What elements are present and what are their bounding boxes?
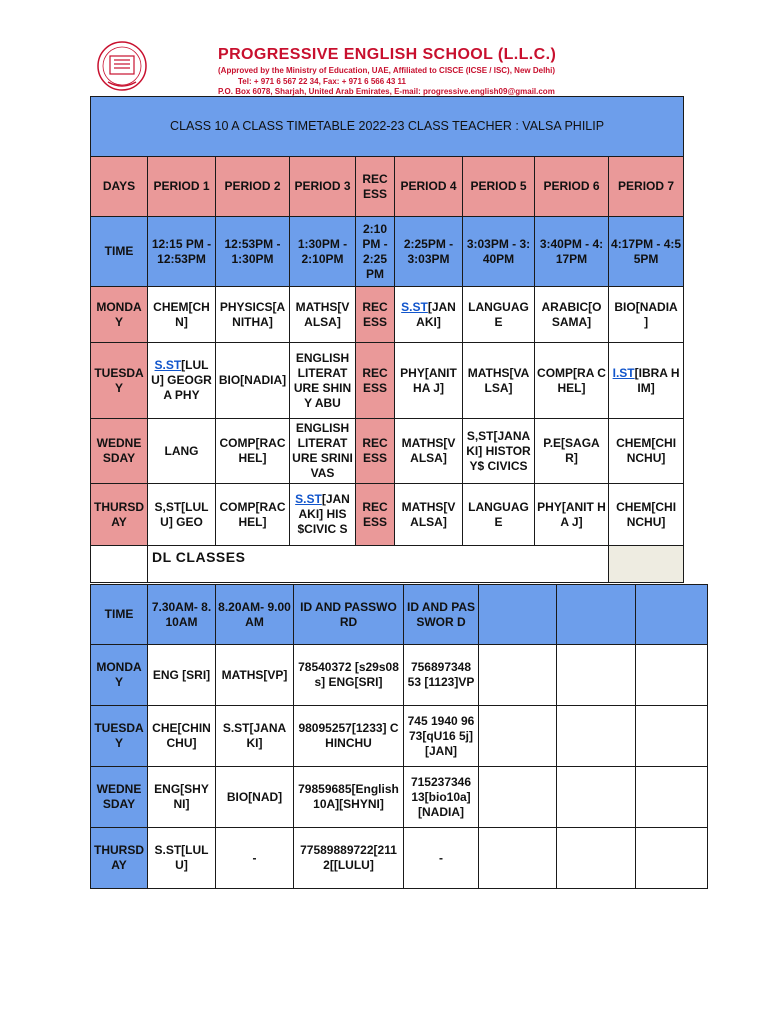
dl-class-cell bbox=[557, 706, 636, 767]
subject-text: BIO[NADIA ] bbox=[614, 299, 678, 329]
dl-time-header: TIME bbox=[91, 585, 148, 645]
subject-cell bbox=[290, 419, 356, 484]
period-time: 4:17PM - 4:55PM bbox=[609, 217, 684, 287]
dl-credentials-cell: 756897348 53 [1123]VP bbox=[404, 645, 479, 706]
period-header: PERIOD 3 bbox=[290, 157, 356, 217]
school-logo bbox=[88, 40, 156, 92]
dl-class-cell: S.ST[LUL U] bbox=[148, 828, 216, 889]
subject-cell[interactable] bbox=[148, 343, 216, 419]
dl-class-cell: - bbox=[216, 828, 294, 889]
dl-corner-cell bbox=[609, 546, 684, 583]
dl-class-cell bbox=[557, 828, 636, 889]
period-header: PERIOD 7 bbox=[609, 157, 684, 217]
recess-cell bbox=[356, 287, 395, 343]
day-label: MONDA Y bbox=[91, 287, 148, 343]
subject-text: CHEM[CHI NCHU] bbox=[616, 499, 677, 529]
dl-column-header: ID AND PASSWOR D bbox=[404, 585, 479, 645]
dl-credentials-cell: 79859685[English 10A][SHYNI] bbox=[294, 767, 404, 828]
period-header: PERIOD 2 bbox=[216, 157, 290, 217]
time-header: TIME bbox=[91, 217, 148, 287]
subject-text: [JANAKI] HIS$CIVIC S bbox=[297, 492, 350, 536]
timetable-row bbox=[91, 287, 684, 343]
recess-cell bbox=[356, 343, 395, 419]
dl-credentials-cell: 77589889722[211 2[[LULU] bbox=[294, 828, 404, 889]
dl-classes-label: DL CLASSES bbox=[148, 546, 609, 583]
subject-link[interactable]: S.ST bbox=[401, 299, 428, 314]
period-time: 12:15 PM - 12:53PM bbox=[148, 217, 216, 287]
dl-class-cell bbox=[479, 767, 557, 828]
subject-cell[interactable] bbox=[290, 484, 356, 546]
subject-text: S,ST[JANA KI] HISTORY$ CIVICS bbox=[466, 428, 531, 473]
subject-cell bbox=[463, 419, 535, 484]
subject-cell bbox=[148, 419, 216, 484]
school-address: P.O. Box 6078, Sharjah, United Arab Emirates, E-mail: progressive.english09@gmail.com bbox=[218, 87, 555, 96]
days-header: DAYS bbox=[91, 157, 148, 217]
dl-class-cell: MATHS[VP] bbox=[216, 645, 294, 706]
dl-class-cell bbox=[636, 706, 708, 767]
dl-class-cell: ENG[SHY NI] bbox=[148, 767, 216, 828]
dl-class-cell bbox=[479, 706, 557, 767]
period-header: PERIOD 6 bbox=[535, 157, 609, 217]
subject-text: CHEM[CH N] bbox=[153, 299, 210, 329]
dl-class-cell bbox=[636, 828, 708, 889]
subject-text: LANGUAG E bbox=[468, 499, 529, 529]
subject-text: COMP[RA CHEL] bbox=[537, 365, 606, 395]
dl-class-cell bbox=[479, 828, 557, 889]
subject-cell bbox=[395, 343, 463, 419]
dl-class-cell bbox=[636, 645, 708, 706]
subject-cell bbox=[463, 287, 535, 343]
dl-row bbox=[91, 706, 708, 767]
dl-column-header bbox=[557, 585, 636, 645]
period-header: PERIOD 4 bbox=[395, 157, 463, 217]
dl-column-header: ID AND PASSWORD bbox=[294, 585, 404, 645]
subject-text: ENGLISH LITERAT URE SHINY ABU bbox=[293, 350, 352, 410]
dl-column-header bbox=[636, 585, 708, 645]
subject-cell bbox=[216, 484, 290, 546]
dl-class-cell bbox=[636, 767, 708, 828]
subject-text: LANG bbox=[164, 443, 199, 458]
subject-text: REC ESS bbox=[362, 365, 388, 395]
subject-cell bbox=[535, 419, 609, 484]
dl-row bbox=[91, 645, 708, 706]
subject-cell bbox=[609, 484, 684, 546]
recess-cell bbox=[356, 419, 395, 484]
subject-text: CHEM[CHI NCHU] bbox=[616, 436, 677, 465]
subject-text: ENGLISH LITERAT URE SRINIVAS bbox=[292, 421, 353, 480]
day-label: TUESDA Y bbox=[91, 343, 148, 419]
subject-cell bbox=[609, 419, 684, 484]
subject-cell[interactable] bbox=[609, 343, 684, 419]
school-approval: (Approved by the Ministry of Education, UAE, Affiliated to CISCE (ICSE / ISC), New Delhi) bbox=[218, 66, 556, 75]
period-time: 2:25PM - 3:03PM bbox=[395, 217, 463, 287]
school-header bbox=[88, 40, 688, 94]
subject-cell bbox=[463, 484, 535, 546]
subject-link[interactable]: S.ST bbox=[295, 492, 322, 506]
subject-cell bbox=[216, 287, 290, 343]
subject-cell bbox=[535, 484, 609, 546]
subject-cell bbox=[216, 343, 290, 419]
dl-credentials-cell: 715237346 13[bio10a] [NADIA] bbox=[404, 767, 479, 828]
dl-day-label: THURSD AY bbox=[91, 828, 148, 889]
subject-link[interactable]: S.ST bbox=[154, 358, 182, 372]
dl-class-cell bbox=[557, 645, 636, 706]
subject-cell[interactable] bbox=[395, 287, 463, 343]
dl-class-cell: ENG [SRI] bbox=[148, 645, 216, 706]
subject-text: REC ESS bbox=[362, 436, 388, 465]
dl-column-header: 7.30AM- 8.10AM bbox=[148, 585, 216, 645]
timetable-title: CLASS 10 A CLASS TIMETABLE 2022-23 CLASS TEACHER : VALSA PHILIP bbox=[91, 97, 684, 157]
subject-text: PHY[ANIT HA J] bbox=[400, 365, 457, 395]
subject-text: PHYSICS[A NITHA] bbox=[219, 299, 286, 329]
dl-row bbox=[91, 828, 708, 889]
period-header: PERIOD 1 bbox=[148, 157, 216, 217]
dl-column-header: 8.20AM- 9.00AM bbox=[216, 585, 294, 645]
dl-day-label: WEDNE SDAY bbox=[91, 767, 148, 828]
dl-column-header bbox=[479, 585, 557, 645]
subject-text: MATHS[V ALSA] bbox=[401, 436, 456, 465]
period-time: 12:53PM - 1:30PM bbox=[216, 217, 290, 287]
period-time: 3:03PM - 3:40PM bbox=[463, 217, 535, 287]
dl-day-label: TUESDA Y bbox=[91, 706, 148, 767]
dl-row bbox=[91, 767, 708, 828]
dl-classes-table bbox=[90, 584, 708, 889]
dl-spacer-cell bbox=[91, 546, 148, 583]
subject-cell bbox=[148, 484, 216, 546]
class-timetable bbox=[90, 96, 684, 583]
timetable-row bbox=[91, 343, 684, 419]
subject-cell bbox=[216, 419, 290, 484]
subject-link[interactable]: I.ST bbox=[612, 365, 635, 380]
period-header: PERIOD 5 bbox=[463, 157, 535, 217]
subject-cell bbox=[290, 343, 356, 419]
subject-text: S,ST[LUL U] GEO bbox=[154, 499, 209, 529]
subject-cell bbox=[148, 287, 216, 343]
dl-credentials-cell: - bbox=[404, 828, 479, 889]
period-time: 1:30PM - 2:10PM bbox=[290, 217, 356, 287]
subject-text: REC ESS bbox=[362, 499, 388, 529]
subject-text: REC ESS bbox=[362, 299, 388, 329]
subject-cell bbox=[463, 343, 535, 419]
school-phone: Tel: + 971 6 567 22 34, Fax: + 971 6 566 43 11 bbox=[238, 77, 406, 86]
subject-text: COMP[RAC HEL] bbox=[219, 436, 286, 465]
dl-class-cell: CHE[CHIN CHU] bbox=[148, 706, 216, 767]
subject-cell bbox=[290, 287, 356, 343]
recess-cell bbox=[356, 484, 395, 546]
subject-text: [LUL U] GEOGRA PHY bbox=[151, 358, 212, 402]
subject-text: MATHS[VA LSA] bbox=[467, 365, 530, 395]
subject-text: MATHS[V ALSA] bbox=[295, 299, 350, 329]
recess-time: 2:10 PM - 2:25 PM bbox=[356, 217, 395, 287]
dl-class-cell bbox=[557, 767, 636, 828]
dl-credentials-cell: 98095257[1233] CHINCHU bbox=[294, 706, 404, 767]
recess-header: REC ESS bbox=[356, 157, 395, 217]
subject-cell bbox=[535, 343, 609, 419]
subject-text: [IBRA HIM] bbox=[634, 365, 680, 395]
subject-text: PHY[ANIT HA J] bbox=[537, 499, 606, 529]
subject-text: COMP[RAC HEL] bbox=[219, 499, 286, 529]
dl-day-label: MONDA Y bbox=[91, 645, 148, 706]
subject-cell bbox=[395, 419, 463, 484]
day-label: WEDNE SDAY bbox=[91, 419, 148, 484]
subject-cell bbox=[609, 287, 684, 343]
subject-text: ARABIC[O SAMA] bbox=[541, 299, 602, 329]
dl-class-cell: S.ST[JANA KI] bbox=[216, 706, 294, 767]
day-label: THURSD AY bbox=[91, 484, 148, 546]
subject-cell bbox=[535, 287, 609, 343]
dl-credentials-cell: 745 1940 9673[qU16 5j][JAN] bbox=[404, 706, 479, 767]
subject-text: MATHS[V ALSA] bbox=[401, 499, 456, 529]
subject-text: LANGUAG E bbox=[468, 299, 529, 329]
subject-text: [JAN AKI] bbox=[416, 299, 456, 329]
subject-text: BIO[NADIA] bbox=[218, 373, 287, 387]
dl-class-cell bbox=[479, 645, 557, 706]
dl-class-cell: BIO[NAD] bbox=[216, 767, 294, 828]
timetable-row bbox=[91, 484, 684, 546]
dl-credentials-cell: 78540372 [s29s08s] ENG[SRI] bbox=[294, 645, 404, 706]
subject-text: P.E[SAGA R] bbox=[543, 436, 600, 465]
period-time: 3:40PM - 4:17PM bbox=[535, 217, 609, 287]
timetable-row bbox=[91, 419, 684, 484]
subject-cell bbox=[395, 484, 463, 546]
school-name: PROGRESSIVE ENGLISH SCHOOL (L.L.C.) bbox=[218, 46, 557, 63]
